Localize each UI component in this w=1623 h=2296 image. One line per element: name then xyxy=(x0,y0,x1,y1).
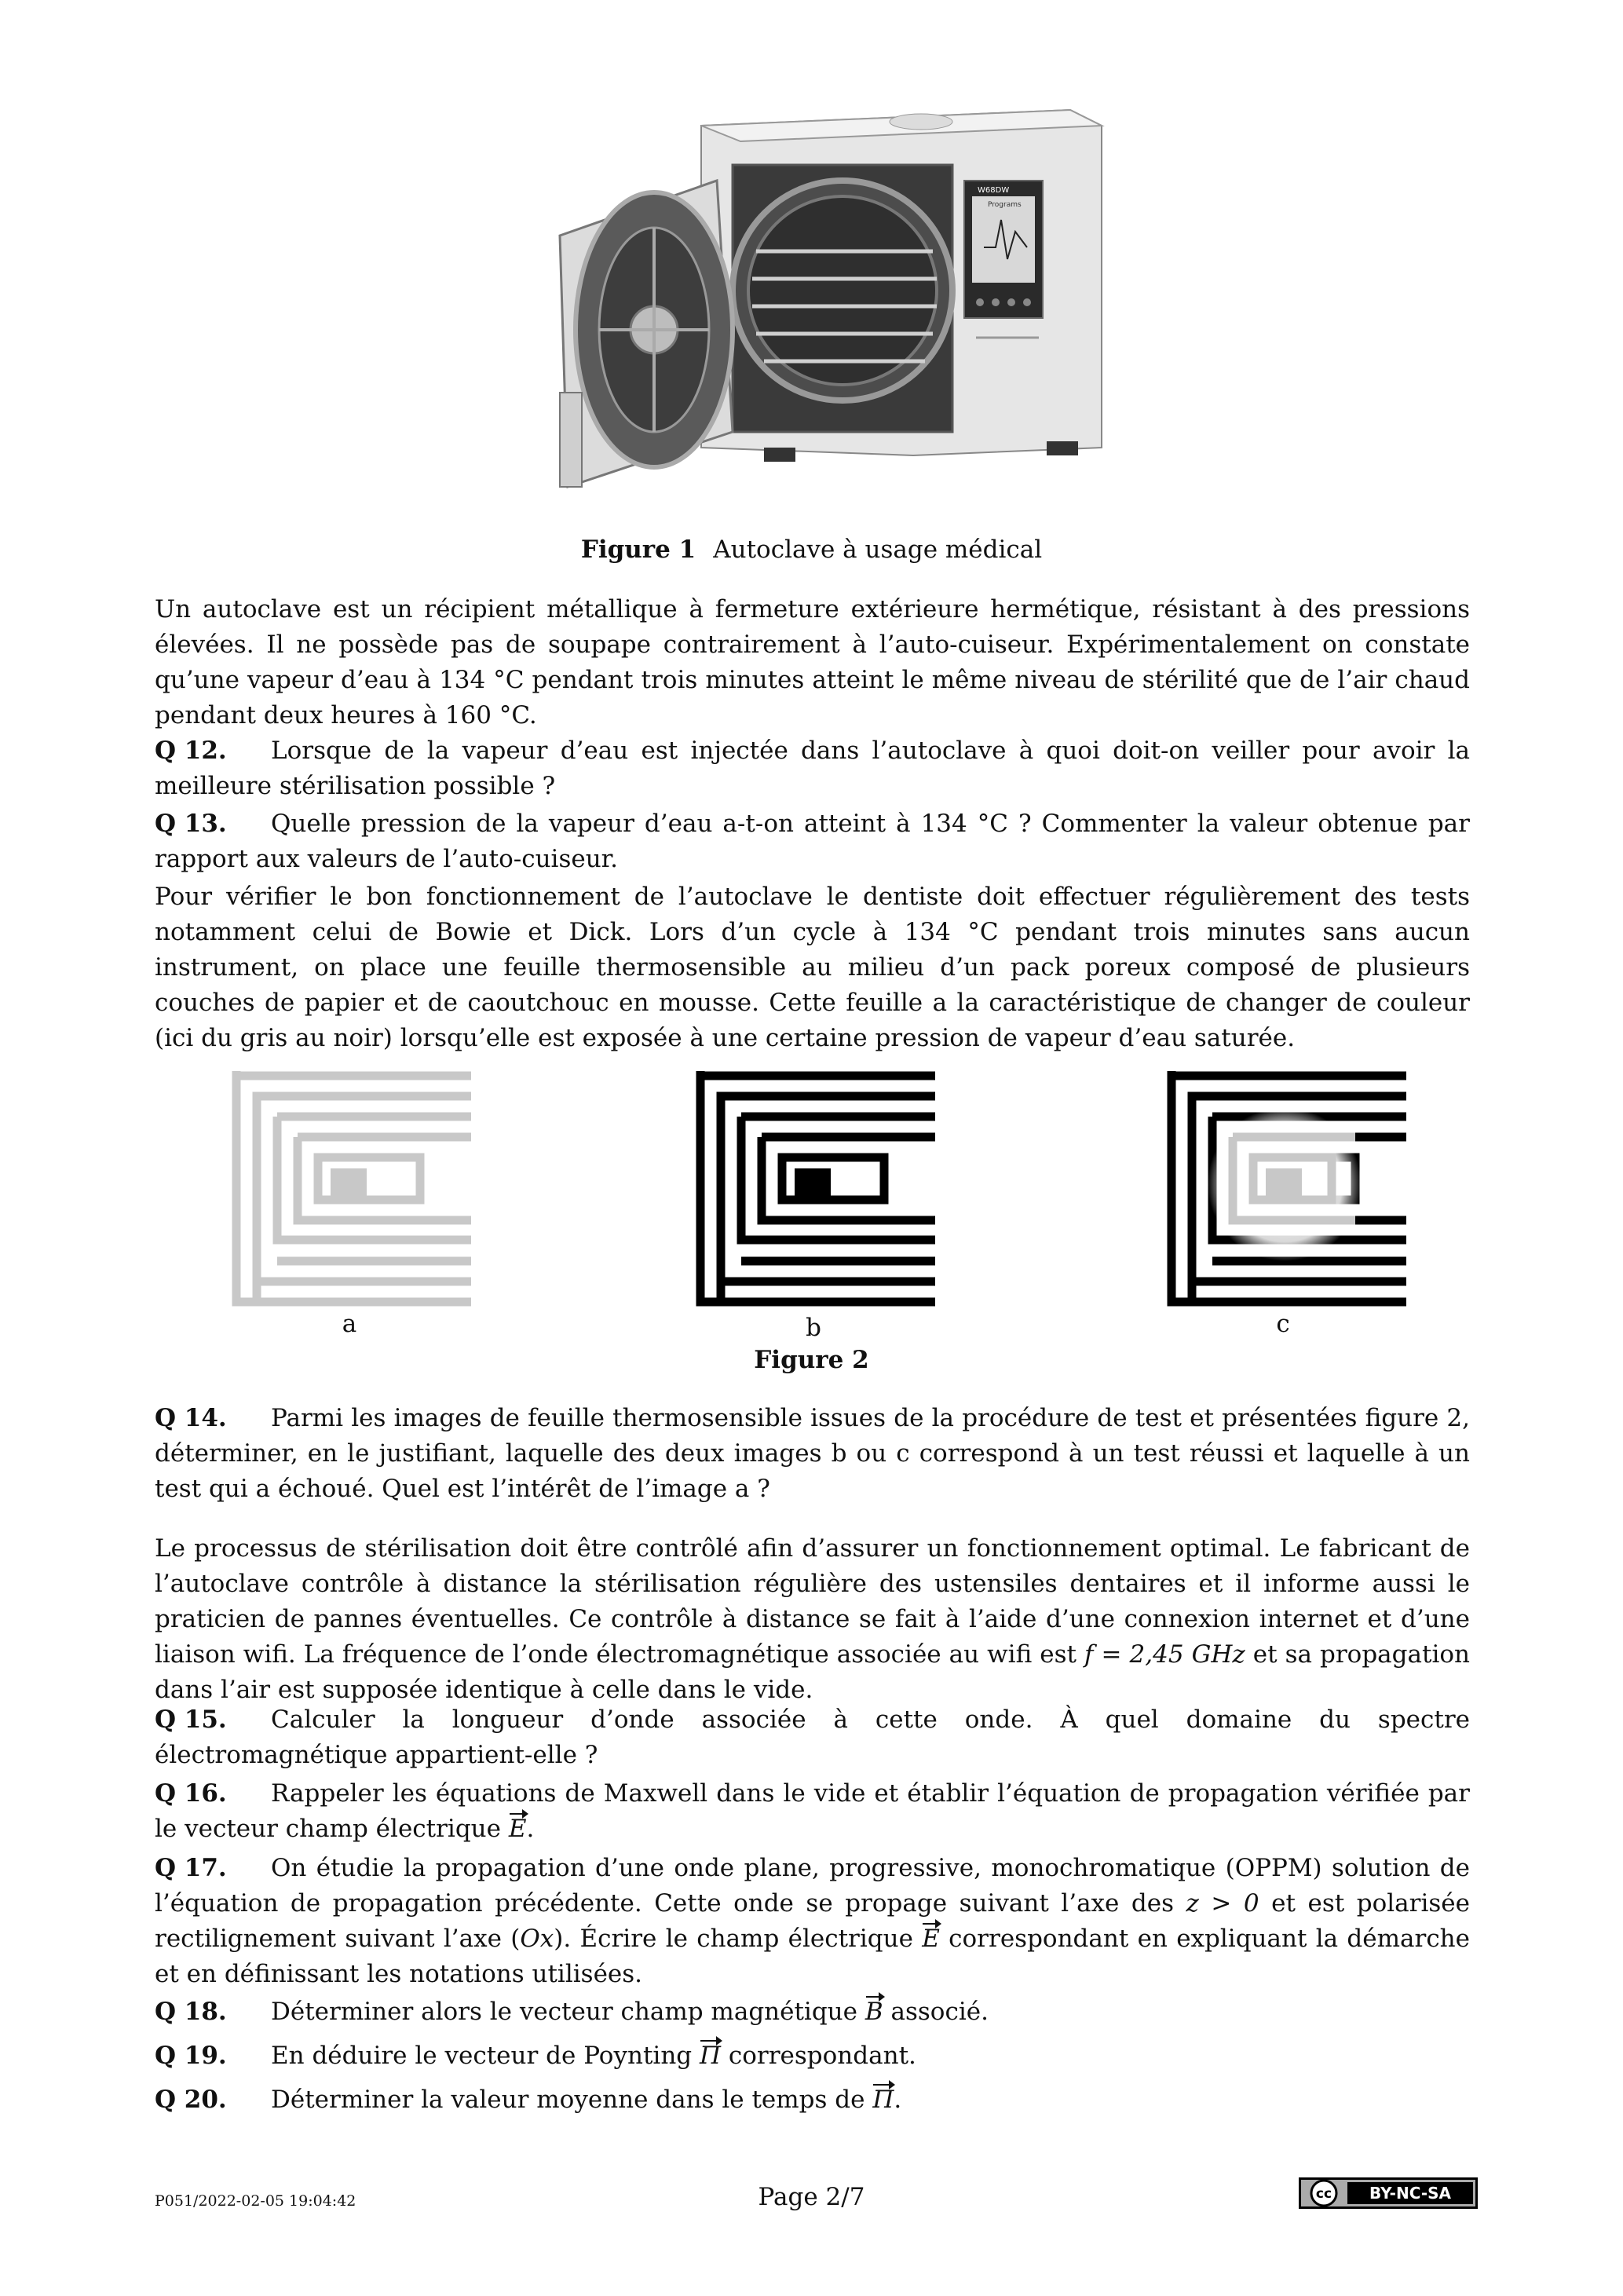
figure2-label-c: c xyxy=(1276,1310,1290,1338)
question-number: Q 19. xyxy=(155,2042,227,2070)
question-text-end: . xyxy=(894,2086,902,2114)
question-number: Q 16. xyxy=(155,1779,227,1808)
license-text: BY-NC-SA xyxy=(1369,2184,1452,2203)
question-text-end: correspondant. xyxy=(721,2042,916,2070)
question-16 xyxy=(155,1776,1470,1847)
question-text: Rappeler les équations de Maxwell dans le vide et établir l’équation de propagation vérifiée par le vecteur champ électrique xyxy=(155,1779,1470,1843)
bowie-dick-paragraph: Pour vérifier le bon fonctionnement de l’autoclave le dentiste doit effectuer régulièrement des tests notamment celui de Bowie et Dick. Lors d’un cycle à 134 °C pendant trois minutes sans aucun instrument, on place une feuille thermosensible au milieu d’un pack poreux composé de plusieurs couches de papier et de caoutchouc en mousse. Cette feuille a la caractéristique de changer de couleur (ici du gris au noir) lorsqu’elle est exposée à une certaine pression de vapeur d’eau saturée. xyxy=(155,883,1470,1052)
question-number: Q 14. xyxy=(155,1404,227,1432)
test-sheet-a xyxy=(232,1071,471,1307)
question-number: Q 17. xyxy=(155,1854,227,1882)
center-square-grey xyxy=(331,1168,367,1200)
question-text-2: et est polarisée rectilignement suivant l’axe ( xyxy=(155,1889,1470,1953)
question-text: On étudie la propagation d’une onde plane, progressive, monochromatique (OPPM) solution de l’équation de propagation précédente. Cette onde se propage suivant l’axe des xyxy=(155,1854,1470,1918)
vector-b: B xyxy=(865,1994,883,2030)
question-14 xyxy=(155,1401,1470,1507)
question-12 xyxy=(155,733,1470,804)
vector-pi: Π xyxy=(700,2038,721,2074)
question-text: Quelle pression de la vapeur d’eau a-t-on atteint à 134 °C ? Commenter la valeur obtenue par rapport aux valeurs de l’auto-cuiseur. xyxy=(155,810,1470,873)
question-number: Q 12. xyxy=(155,737,227,765)
figure2-label-a: a xyxy=(342,1310,357,1338)
figure1-caption-label: Figure 1 xyxy=(580,536,696,564)
vector-pi: Π xyxy=(872,2082,894,2118)
intro-paragraph: Un autoclave est un récipient métallique à fermeture extérieure hermétique, résistant à des pressions élevées. Il ne possède pas de soupape contrairement à l’auto-cuiseur. Expérimentalement on constate qu’une vapeur d’eau à 134 °C pendant trois minutes atteint le même niveau de stérilité que de l’air chaud pendant deux heures à 160 °C. xyxy=(155,595,1470,729)
test-sheet-b xyxy=(696,1071,935,1307)
figure1-caption xyxy=(0,534,1623,565)
question-number: Q 20. xyxy=(155,2086,227,2114)
panel-title: Programs xyxy=(988,201,1022,209)
question-13 xyxy=(155,806,1470,877)
question-18 xyxy=(155,1994,1470,2030)
page-number: Page 2/7 xyxy=(758,2183,865,2211)
panel-brand: W68DW xyxy=(978,186,1010,195)
wifi-frequency: f = 2,45 GHz xyxy=(1084,1640,1245,1669)
footer-document-id: P051/2022-02-05 19:04:42 xyxy=(155,2192,356,2210)
center-square-grey xyxy=(1266,1168,1302,1200)
cc-logo-text: cc xyxy=(1315,2186,1332,2202)
question-number: Q 18. xyxy=(155,1998,227,2026)
question-15 xyxy=(155,1702,1470,1773)
question-text-end: associé. xyxy=(883,1998,989,2026)
question-text: Déterminer la valeur moyenne dans le temps de xyxy=(271,2086,873,2114)
vector-e: E xyxy=(922,1921,940,1957)
test-sheet-c xyxy=(1167,1071,1406,1307)
figure2-label-b: b xyxy=(806,1314,821,1342)
question-text: Calculer la longueur d’onde associée à cette onde. À quel domaine du spectre électromagnétique appartient-elle ? xyxy=(155,1706,1470,1769)
question-number: Q 15. xyxy=(155,1706,227,1734)
question-17 xyxy=(155,1851,1470,1992)
figure1-caption-text: Autoclave à usage médical xyxy=(713,536,1043,564)
wifi-text-end: et sa propagation dans l’air est supposée identique à celle dans le vide. xyxy=(155,1640,1470,1704)
vector-e: E xyxy=(509,1812,527,1847)
polarisation-axis: Ox xyxy=(520,1925,554,1953)
question-19 xyxy=(155,2038,1470,2074)
question-20 xyxy=(155,2082,1470,2118)
question-text: En déduire le vecteur de Poynting xyxy=(271,2042,700,2070)
wifi-text-start: Le processus de stérilisation doit être contrôlé afin d’assurer un fonctionnement optimal. Le fabricant de l’autoclave contrôle à distance la stérilisation régulière des ustensiles dentaires et il informe aussi le praticien de pannes éventuelles. Ce contrôle à distance se fait à l’aide d’une connexion internet et d’une liaison wifi. La fréquence de l’onde électromagnétique associée au wifi est xyxy=(155,1534,1470,1669)
cc-license-badge xyxy=(1299,2177,1478,2209)
autoclave-illustration xyxy=(505,79,1120,521)
question-text-4: correspondant en expliquant la démarche et en définissant les notations utilisées. xyxy=(155,1925,1470,1988)
propagation-condition: z > 0 xyxy=(1186,1889,1259,1918)
question-number: Q 13. xyxy=(155,810,227,838)
question-text-3: ). Écrire le champ électrique xyxy=(554,1925,923,1953)
center-square-black xyxy=(795,1168,831,1200)
question-text: Déterminer alors le vecteur champ magnétique xyxy=(271,1998,865,2026)
question-text-end: . xyxy=(526,1815,535,1843)
wifi-paragraph xyxy=(155,1531,1470,1708)
question-text: Parmi les images de feuille thermosensible issues de la procédure de test et présentées figure 2, déterminer, en le justifiant, laquelle des deux images b ou c correspond à un test réussi et laquelle à un test qui a échoué. Quel est l’intérêt de l’image a ? xyxy=(155,1404,1470,1503)
figure2-caption: Figure 2 xyxy=(754,1346,869,1374)
question-text: Lorsque de la vapeur d’eau est injectée dans l’autoclave à quoi doit-on veiller pour avoir la meilleure stérilisation possible ? xyxy=(155,737,1470,800)
